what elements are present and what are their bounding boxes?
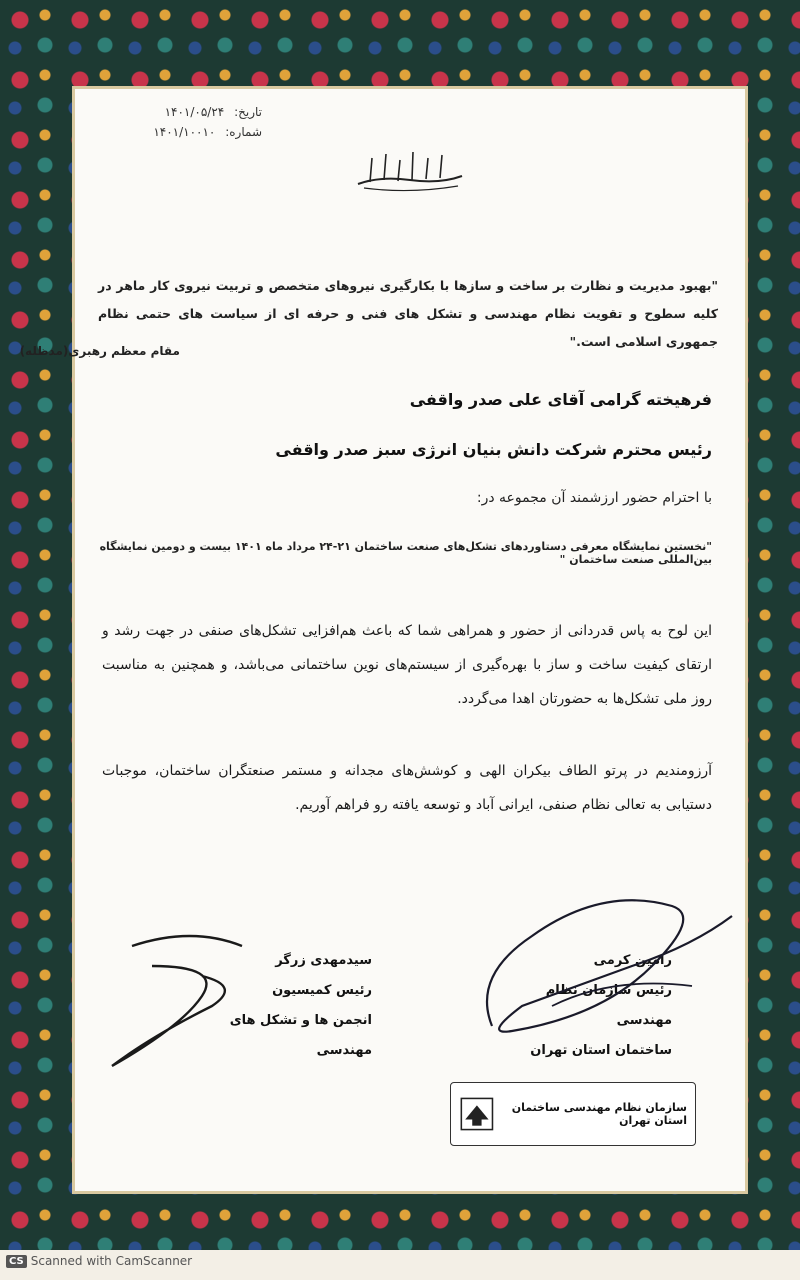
signer-right-org: ساختمان استان تهران <box>530 1043 672 1058</box>
certificate-paper <box>19 86 748 1194</box>
body-paragraph-2: آرزومندیم در پرتو الطاف بیکران الهی و کوشش‌های مجدانه و مستمر صنعتگران ساختمان، موجبات دستیابی به تعالی نظام صنفی، ایرانی آباد و توسعه یافته رو فراهم آوریم. <box>102 763 712 813</box>
recipient-position: رئیس محترم شرکت دانش بنیان انرژی سبز صدر واقفی <box>275 440 712 459</box>
number-value: ۱۴۰۱/۱۰۰۱۰ <box>153 125 216 139</box>
body-paragraph-1: این لوح به پاس قدردانی از حضور و همراهی شما که باعث هم‌افزایی تشکل‌های صنفی در جهت رشد و ارتقای کیفیت ساخت و ساز با بهره‌گیری از سیستم‌های نوین ساختمانی می‌باشد، و همچنین به مناسبت روز ملی تشکل‌ها به حضورتان اهدا می‌گردد. <box>102 623 712 707</box>
respect-line: با احترام حضور ارزشمند آن مجموعه در: <box>476 490 712 506</box>
signature-right <box>452 856 752 1056</box>
number-label: شماره: <box>225 125 262 139</box>
bismillah-calligraphy <box>350 146 470 196</box>
signature-left <box>92 926 292 1086</box>
organization-emblem-icon <box>459 1091 495 1137</box>
camscanner-text: Scanned with CamScanner <box>30 1254 193 1268</box>
signer-left-name: سیدمهدی زرگر <box>275 953 372 968</box>
logo-text: سازمان نظام مهندسی ساختمان استان تهران <box>511 1101 687 1127</box>
leader-quote: "بهبود مدیریت و نظارت بر ساخت و سازها با بکارگیری نیروهای متخصص و تربیت نیروی کار ماهر در کلیه سطوح و تقویت نظام مهندسی و تشکل های فنی و حرفه ای از سیاست های حتمی نظام جمهوری اسلامی است." <box>98 278 718 349</box>
camscanner-badge: CS <box>6 1255 27 1268</box>
camscanner-footer <box>6 1254 192 1268</box>
document-meta <box>102 102 262 142</box>
date-value: ۱۴۰۱/۰۵/۲۴ <box>164 105 225 119</box>
signer-right-title: رئیس سازمان نظام مهندسی <box>545 983 672 1028</box>
signer-right-name: رامین کرمی <box>593 953 672 968</box>
recipient-name: فرهیخته گرامی آقای علی صدر واقفی <box>409 390 712 409</box>
signer-left-org: انجمن ها و تشکل های مهندسی <box>229 1013 372 1058</box>
exhibition-title: "نخستین نمایشگاه معرفی دستاوردهای تشکل‌های صنعت ساختمان ۲۱-۲۴ مرداد ماه ۱۴۰۱ بیست و دومین نمایشگاه بین‌المللی صنعت ساختمان " <box>99 540 712 566</box>
date-label: تاریخ: <box>234 105 262 119</box>
date-row <box>102 102 262 122</box>
number-row <box>102 122 262 142</box>
organization-logo <box>450 1082 696 1146</box>
quote-author: مقام معظم رهبری(مدظله) <box>19 344 180 358</box>
signer-left-title: رئیس کمیسیون <box>272 983 372 998</box>
